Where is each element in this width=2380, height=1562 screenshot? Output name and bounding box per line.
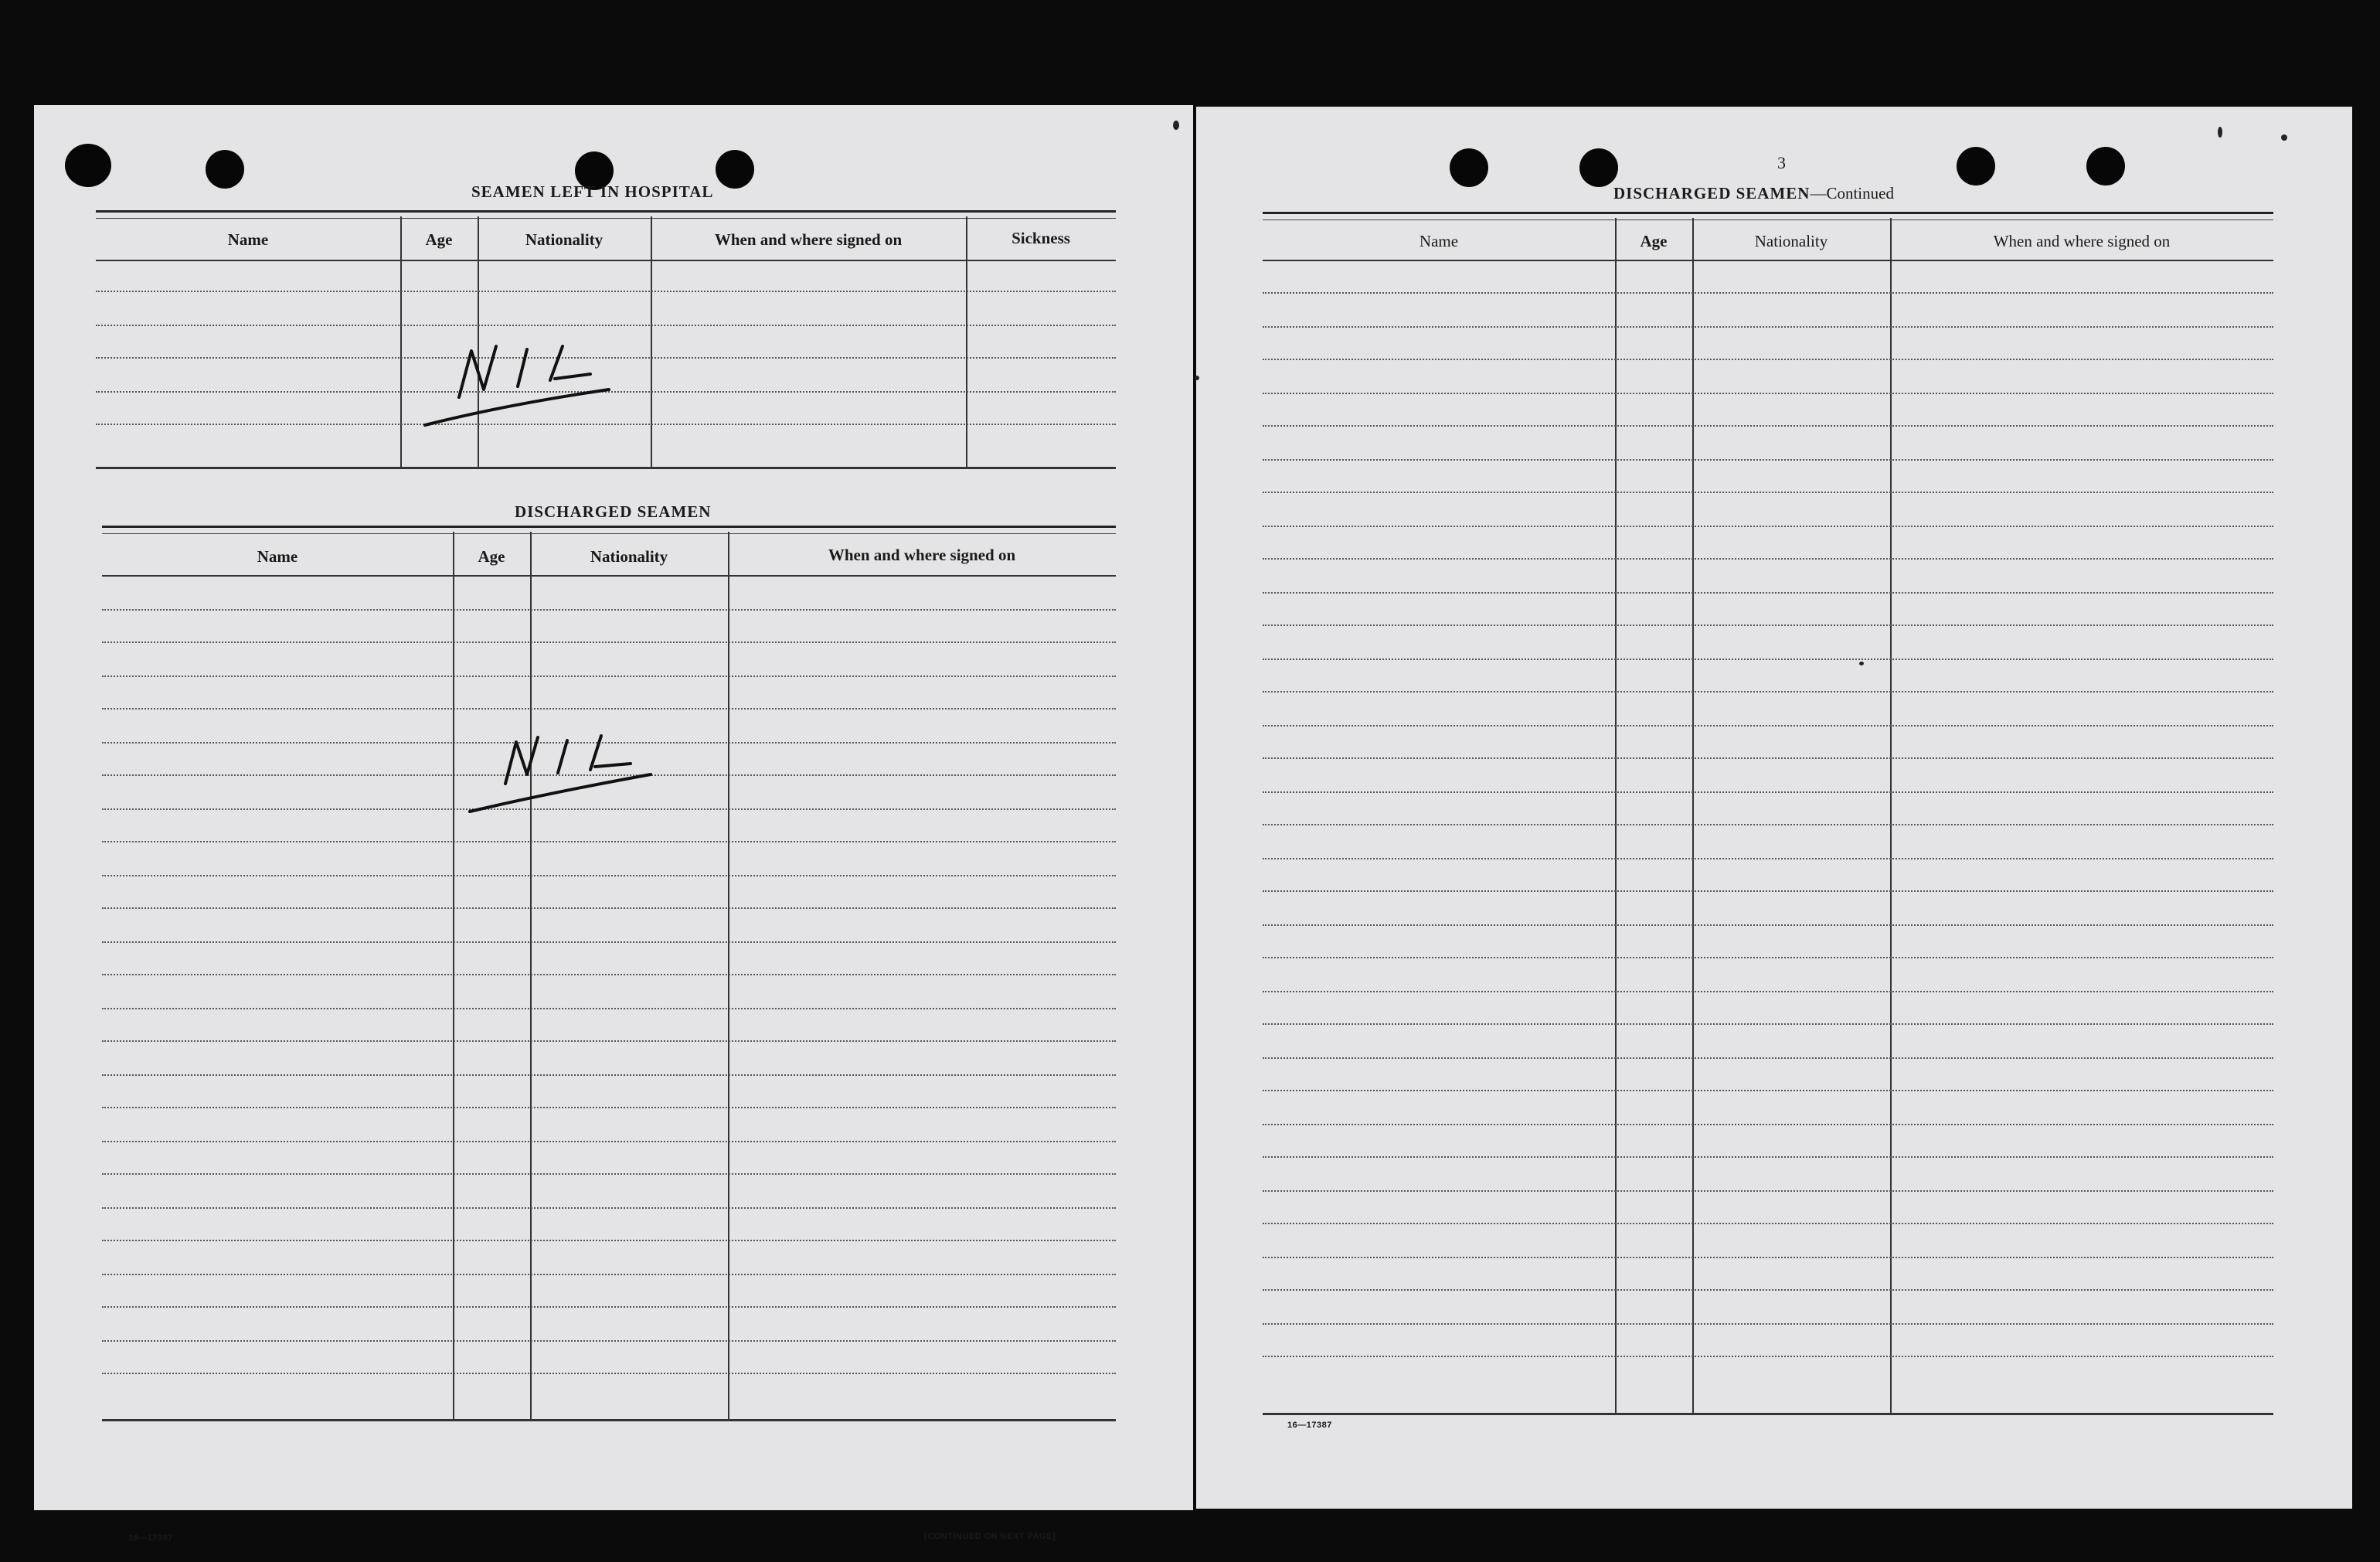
punch-hole	[1579, 148, 1618, 187]
ruled-line	[102, 974, 1116, 975]
column-divider	[728, 532, 729, 1421]
ruled-line	[1263, 1190, 2273, 1192]
punch-hole	[1957, 147, 1995, 185]
ruled-line	[1263, 791, 2273, 793]
ruled-line	[1263, 924, 2273, 926]
ruled-line	[96, 291, 1116, 292]
ruled-line	[1263, 658, 2273, 660]
ruled-line	[102, 1274, 1116, 1275]
section-title-main: DISCHARGED SEAMEN	[1613, 184, 1810, 202]
ruled-line	[1263, 624, 2273, 626]
column-divider	[1615, 218, 1617, 1413]
header-underline	[96, 260, 1116, 261]
column-divider	[966, 216, 967, 467]
ruled-line	[102, 641, 1116, 643]
table-header-rule	[96, 210, 1116, 219]
section-title-suffix: —Continued	[1810, 184, 1894, 202]
ruled-line	[1263, 991, 2273, 992]
ruled-line	[102, 1107, 1116, 1108]
ruled-line	[1263, 757, 2273, 759]
ink-speck	[1173, 121, 1179, 130]
column-header-name: Name	[257, 547, 298, 566]
column-header-signed-on: When and where signed on	[714, 230, 903, 249]
hospital-section-title: SEAMEN LEFT IN HOSPITAL	[471, 182, 714, 201]
header-underline	[102, 575, 1116, 577]
ruled-line	[102, 1340, 1116, 1342]
column-header-sickness: Sickness	[1012, 229, 1070, 247]
ruled-line	[102, 841, 1116, 842]
ink-speck	[2218, 127, 2222, 138]
discharged-table	[102, 526, 1116, 1530]
column-divider	[1890, 218, 1892, 1413]
ruled-line	[1263, 1124, 2273, 1125]
ruled-line	[102, 875, 1116, 876]
right-page	[1196, 107, 2352, 1509]
column-header-nationality: Nationality	[525, 230, 604, 249]
column-header-signed-on: When and where signed on	[1993, 232, 2171, 250]
ruled-line	[1263, 824, 2273, 825]
ruled-line	[1263, 1289, 2273, 1291]
ruled-line	[102, 1306, 1116, 1308]
form-number: 16—17387	[128, 1533, 173, 1543]
ruled-line	[102, 907, 1116, 909]
ruled-line	[102, 676, 1116, 677]
ruled-line	[1263, 425, 2273, 427]
ruled-line	[1263, 858, 2273, 859]
ruled-line	[1263, 725, 2273, 727]
column-header-name: Name	[1419, 232, 1459, 250]
left-page	[34, 105, 1193, 1543]
ink-speck	[2281, 134, 2287, 141]
continued-note: [CONTINUED ON NEXT PAGE]	[924, 1532, 1056, 1541]
ruled-line	[1263, 558, 2273, 560]
ruled-line	[1263, 1223, 2273, 1224]
punch-hole	[2086, 147, 2125, 185]
column-header-signed-on: When and where signed on	[828, 546, 1016, 564]
ruled-line	[1263, 1323, 2273, 1325]
column-divider	[651, 216, 652, 467]
page-number: 3	[1777, 153, 1786, 172]
ruled-line	[1263, 292, 2273, 294]
discharged-continued-title	[1613, 184, 1894, 203]
ruled-line	[1263, 526, 2273, 527]
ruled-line	[1263, 459, 2273, 461]
ruled-line	[1263, 1023, 2273, 1025]
ruled-line	[102, 1040, 1116, 1042]
form-number: 16—17387	[1287, 1421, 1332, 1430]
column-divider	[400, 216, 402, 467]
ruled-line	[102, 1008, 1116, 1009]
ruled-line	[102, 708, 1116, 710]
table-header-rule	[102, 526, 1116, 534]
ruled-line	[102, 1173, 1116, 1175]
table-bottom-rule	[1263, 1413, 2273, 1415]
ruled-line	[1263, 492, 2273, 493]
table-bottom-rule	[102, 1419, 1116, 1421]
ruled-line	[102, 1240, 1116, 1241]
ruled-line	[1263, 1257, 2273, 1258]
column-header-age: Age	[1640, 232, 1668, 250]
ruled-line	[1263, 957, 2273, 958]
header-underline	[1263, 260, 2273, 261]
ruled-line	[1263, 326, 2273, 328]
column-header-age: Age	[425, 230, 453, 249]
table-bottom-rule	[96, 467, 1116, 469]
handwritten-nil	[465, 719, 666, 819]
ruled-line	[102, 1373, 1116, 1374]
ruled-line	[102, 1207, 1116, 1209]
punch-hole	[206, 150, 244, 189]
punch-hole	[716, 150, 754, 189]
column-divider	[1692, 218, 1694, 1413]
column-header-name: Name	[227, 230, 269, 249]
column-header-nationality: Nationality	[590, 547, 668, 566]
ruled-line	[1263, 592, 2273, 594]
table-header-rule	[1263, 212, 2273, 220]
punch-hole	[65, 144, 111, 187]
ruled-line	[102, 941, 1116, 943]
ruled-line	[102, 609, 1116, 611]
ink-speck	[1195, 376, 1199, 380]
ink-speck	[1859, 662, 1864, 665]
column-divider	[453, 532, 454, 1421]
handwritten-nil	[419, 334, 620, 434]
ruled-line	[102, 1074, 1116, 1076]
punch-hole	[1450, 148, 1488, 187]
ruled-line	[1263, 393, 2273, 394]
discharged-continued-table	[1263, 212, 2273, 1526]
ruled-line	[96, 325, 1116, 326]
ruled-line	[1263, 1090, 2273, 1091]
column-header-nationality: Nationality	[1754, 232, 1828, 250]
ruled-line	[102, 1141, 1116, 1142]
discharged-section-title: DISCHARGED SEAMEN	[515, 502, 712, 521]
column-header-age: Age	[478, 547, 505, 566]
column-divider	[530, 532, 532, 1421]
ruled-line	[1263, 691, 2273, 693]
ruled-line	[1263, 1156, 2273, 1158]
ruled-line	[1263, 890, 2273, 892]
ruled-line	[1263, 1057, 2273, 1059]
ruled-line	[1263, 359, 2273, 360]
ruled-line	[1263, 1356, 2273, 1357]
